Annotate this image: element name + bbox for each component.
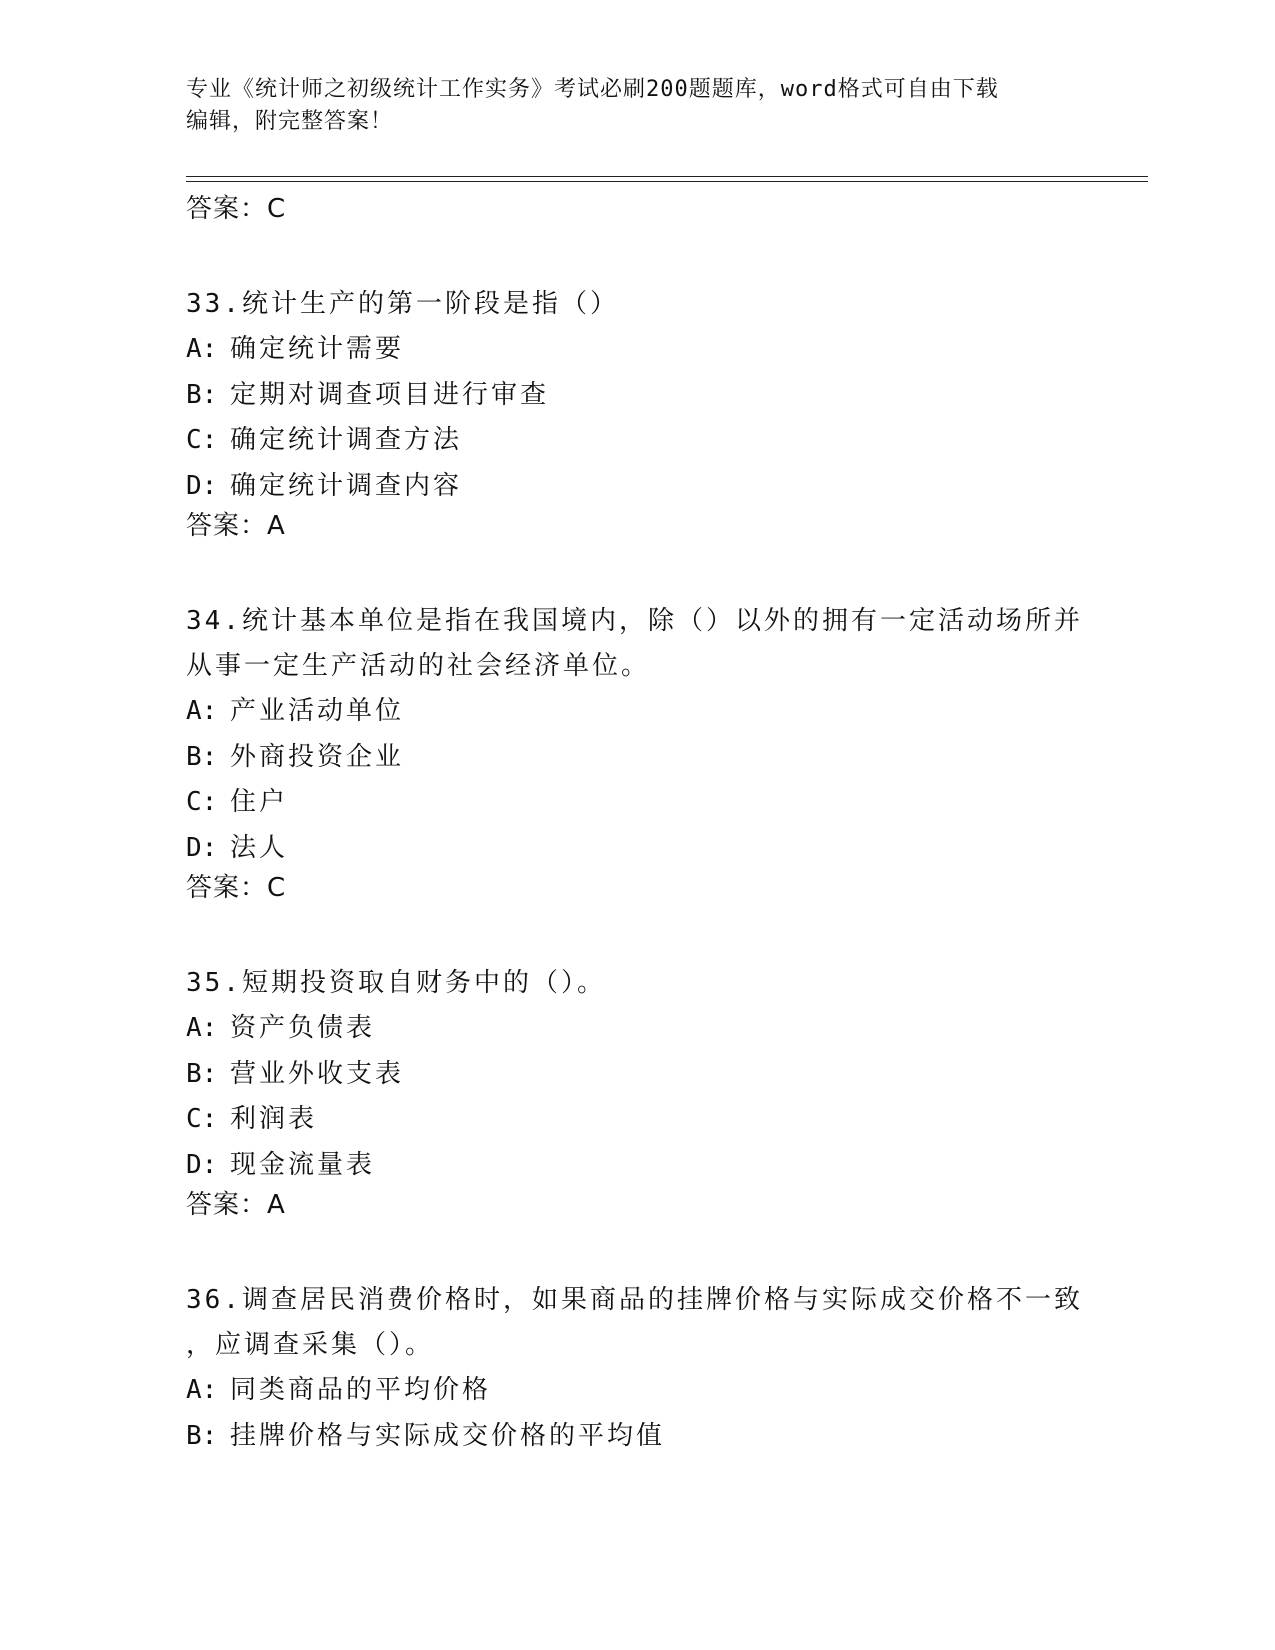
option-text: 确定统计需要 (230, 334, 405, 364)
document-header (186, 74, 1066, 138)
option-a (186, 1006, 1086, 1052)
option-text: 资产负债表 (230, 1013, 376, 1043)
option-d (186, 826, 1086, 872)
question-text-line-1: 34.统计基本单位是指在我国境内，除（）以外的拥有一定活动场所并 (186, 606, 1083, 636)
option-label: A: (186, 334, 218, 364)
option-text: 住户 (230, 787, 289, 817)
question-text-line-2: 从事一定生产活动的社会经济单位。 (186, 651, 651, 681)
document-body (186, 192, 1086, 1459)
header-rule-bottom (186, 181, 1148, 182)
option-d (186, 464, 1086, 510)
question-34 (186, 599, 1086, 905)
header-rule-top (186, 176, 1148, 177)
option-text: 定期对调查项目进行审查 (230, 379, 550, 410)
option-text: 利润表 (230, 1104, 318, 1134)
option-label: D: (186, 1149, 218, 1180)
option-label: C: (186, 787, 218, 817)
option-label: B: (186, 1420, 218, 1451)
option-label: D: (186, 470, 218, 501)
option-label: D: (186, 832, 218, 863)
option-text: 挂牌价格与实际成交价格的平均值 (230, 1420, 666, 1451)
option-text: 确定统计调查方法 (230, 425, 463, 455)
option-text: 确定统计调查内容 (230, 470, 463, 501)
option-text: 外商投资企业 (230, 741, 405, 772)
option-label: C: (186, 1104, 218, 1134)
option-text: 营业外收支表 (230, 1058, 405, 1089)
option-a (186, 327, 1086, 373)
option-b (186, 1052, 1086, 1098)
option-text: 产业活动单位 (230, 696, 405, 726)
question-36 (186, 1278, 1086, 1459)
header-line-2: 编辑，附完整答案！ (186, 109, 394, 134)
question-text-line-2: ，应调查采集（）。 (186, 1330, 435, 1360)
answer: 答案：A (186, 511, 286, 541)
question-text: 33.统计生产的第一阶段是指（） (186, 289, 619, 319)
question-text-line-1: 36.调查居民消费价格时，如果商品的挂牌价格与实际成交价格不一致 (186, 1285, 1083, 1315)
option-d (186, 1143, 1086, 1189)
option-label: B: (186, 379, 218, 410)
option-c (186, 780, 1086, 826)
option-b (186, 1414, 1086, 1460)
option-label: B: (186, 1058, 218, 1089)
option-text: 法人 (230, 832, 289, 863)
option-c (186, 418, 1086, 464)
question-35 (186, 961, 1086, 1222)
option-text: 现金流量表 (230, 1149, 376, 1180)
option-b (186, 735, 1086, 781)
header-line-1: 专业《统计师之初级统计工作实务》考试必刷200题题库，word格式可自由下载 (186, 77, 999, 102)
option-a (186, 1368, 1086, 1414)
option-label: A: (186, 1375, 218, 1405)
option-c (186, 1097, 1086, 1143)
previous-answer: 答案：C (186, 194, 287, 224)
option-a (186, 689, 1086, 735)
answer: 答案：A (186, 1190, 286, 1220)
answer: 答案：C (186, 873, 287, 903)
option-text: 同类商品的平均价格 (230, 1375, 492, 1405)
option-label: A: (186, 696, 218, 726)
option-label: A: (186, 1013, 218, 1043)
question-text: 35.短期投资取自财务中的（）。 (186, 968, 606, 998)
option-label: C: (186, 425, 218, 455)
option-b (186, 373, 1086, 419)
question-33 (186, 282, 1086, 543)
option-label: B: (186, 741, 218, 772)
